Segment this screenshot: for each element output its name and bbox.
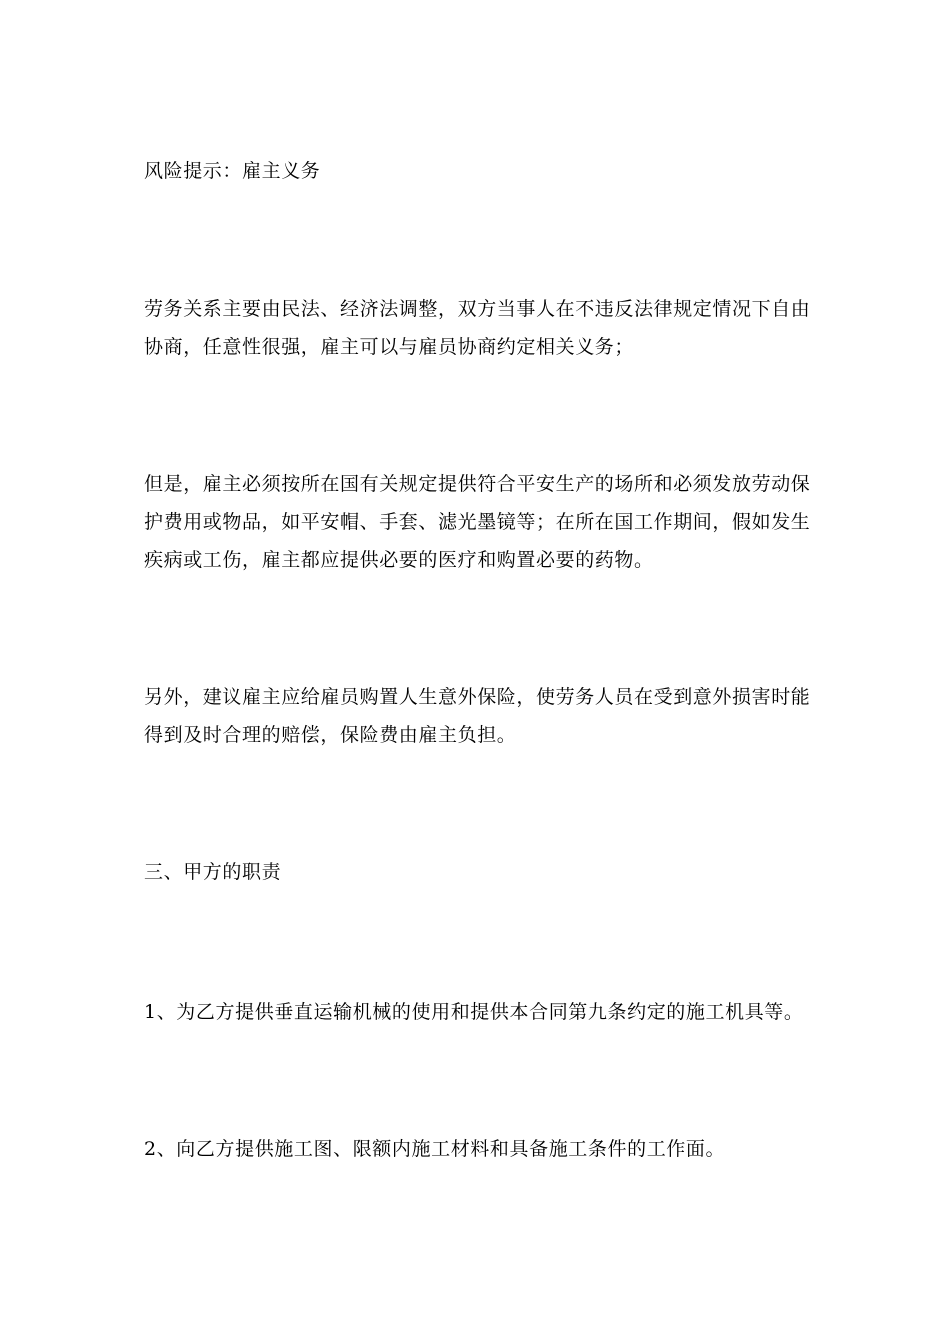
insurance-paragraph <box>144 678 811 754</box>
duty-item-1 <box>144 993 804 1031</box>
text-line: 得到及时合理的赔偿，保险费由雇主负担。 <box>144 724 517 746</box>
text-line: 1、为乙方提供垂直运输机械的使用和提供本合同第九条约定的施工机具等。 <box>144 1001 804 1023</box>
party-a-duties-heading <box>144 853 804 891</box>
text-line: 劳务关系主要由民法、经济法调整，双方当事人在不违反法律规定情况下自由 <box>144 298 811 320</box>
duty-item-2 <box>144 1130 804 1168</box>
text-line: 另外，建议雇主应给雇员购置人生意外保险，使劳务人员在受到意外损害时能 <box>144 686 811 708</box>
text-line: 2、向乙方提供施工图、限额内施工材料和具备施工条件的工作面。 <box>144 1138 726 1160</box>
text-line: 协商，任意性很强，雇主可以与雇员协商约定相关义务； <box>144 336 635 358</box>
risk-notice-heading <box>144 152 804 190</box>
text-line: 疾病或工伤，雇主都应提供必要的医疗和购置必要的药物。 <box>144 549 654 571</box>
labor-relation-paragraph <box>144 290 811 366</box>
text-line: 三、甲方的职责 <box>144 861 282 883</box>
text-line: 但是，雇主必须按所在国有关规定提供符合平安生产的场所和必须发放劳动保 <box>144 473 811 495</box>
employer-obligation-paragraph <box>144 465 811 579</box>
text-line: 风险提示：雇主义务 <box>144 160 321 182</box>
text-line: 护费用或物品，如平安帽、手套、滤光墨镜等；在所在国工作期间，假如发生 <box>144 511 811 533</box>
